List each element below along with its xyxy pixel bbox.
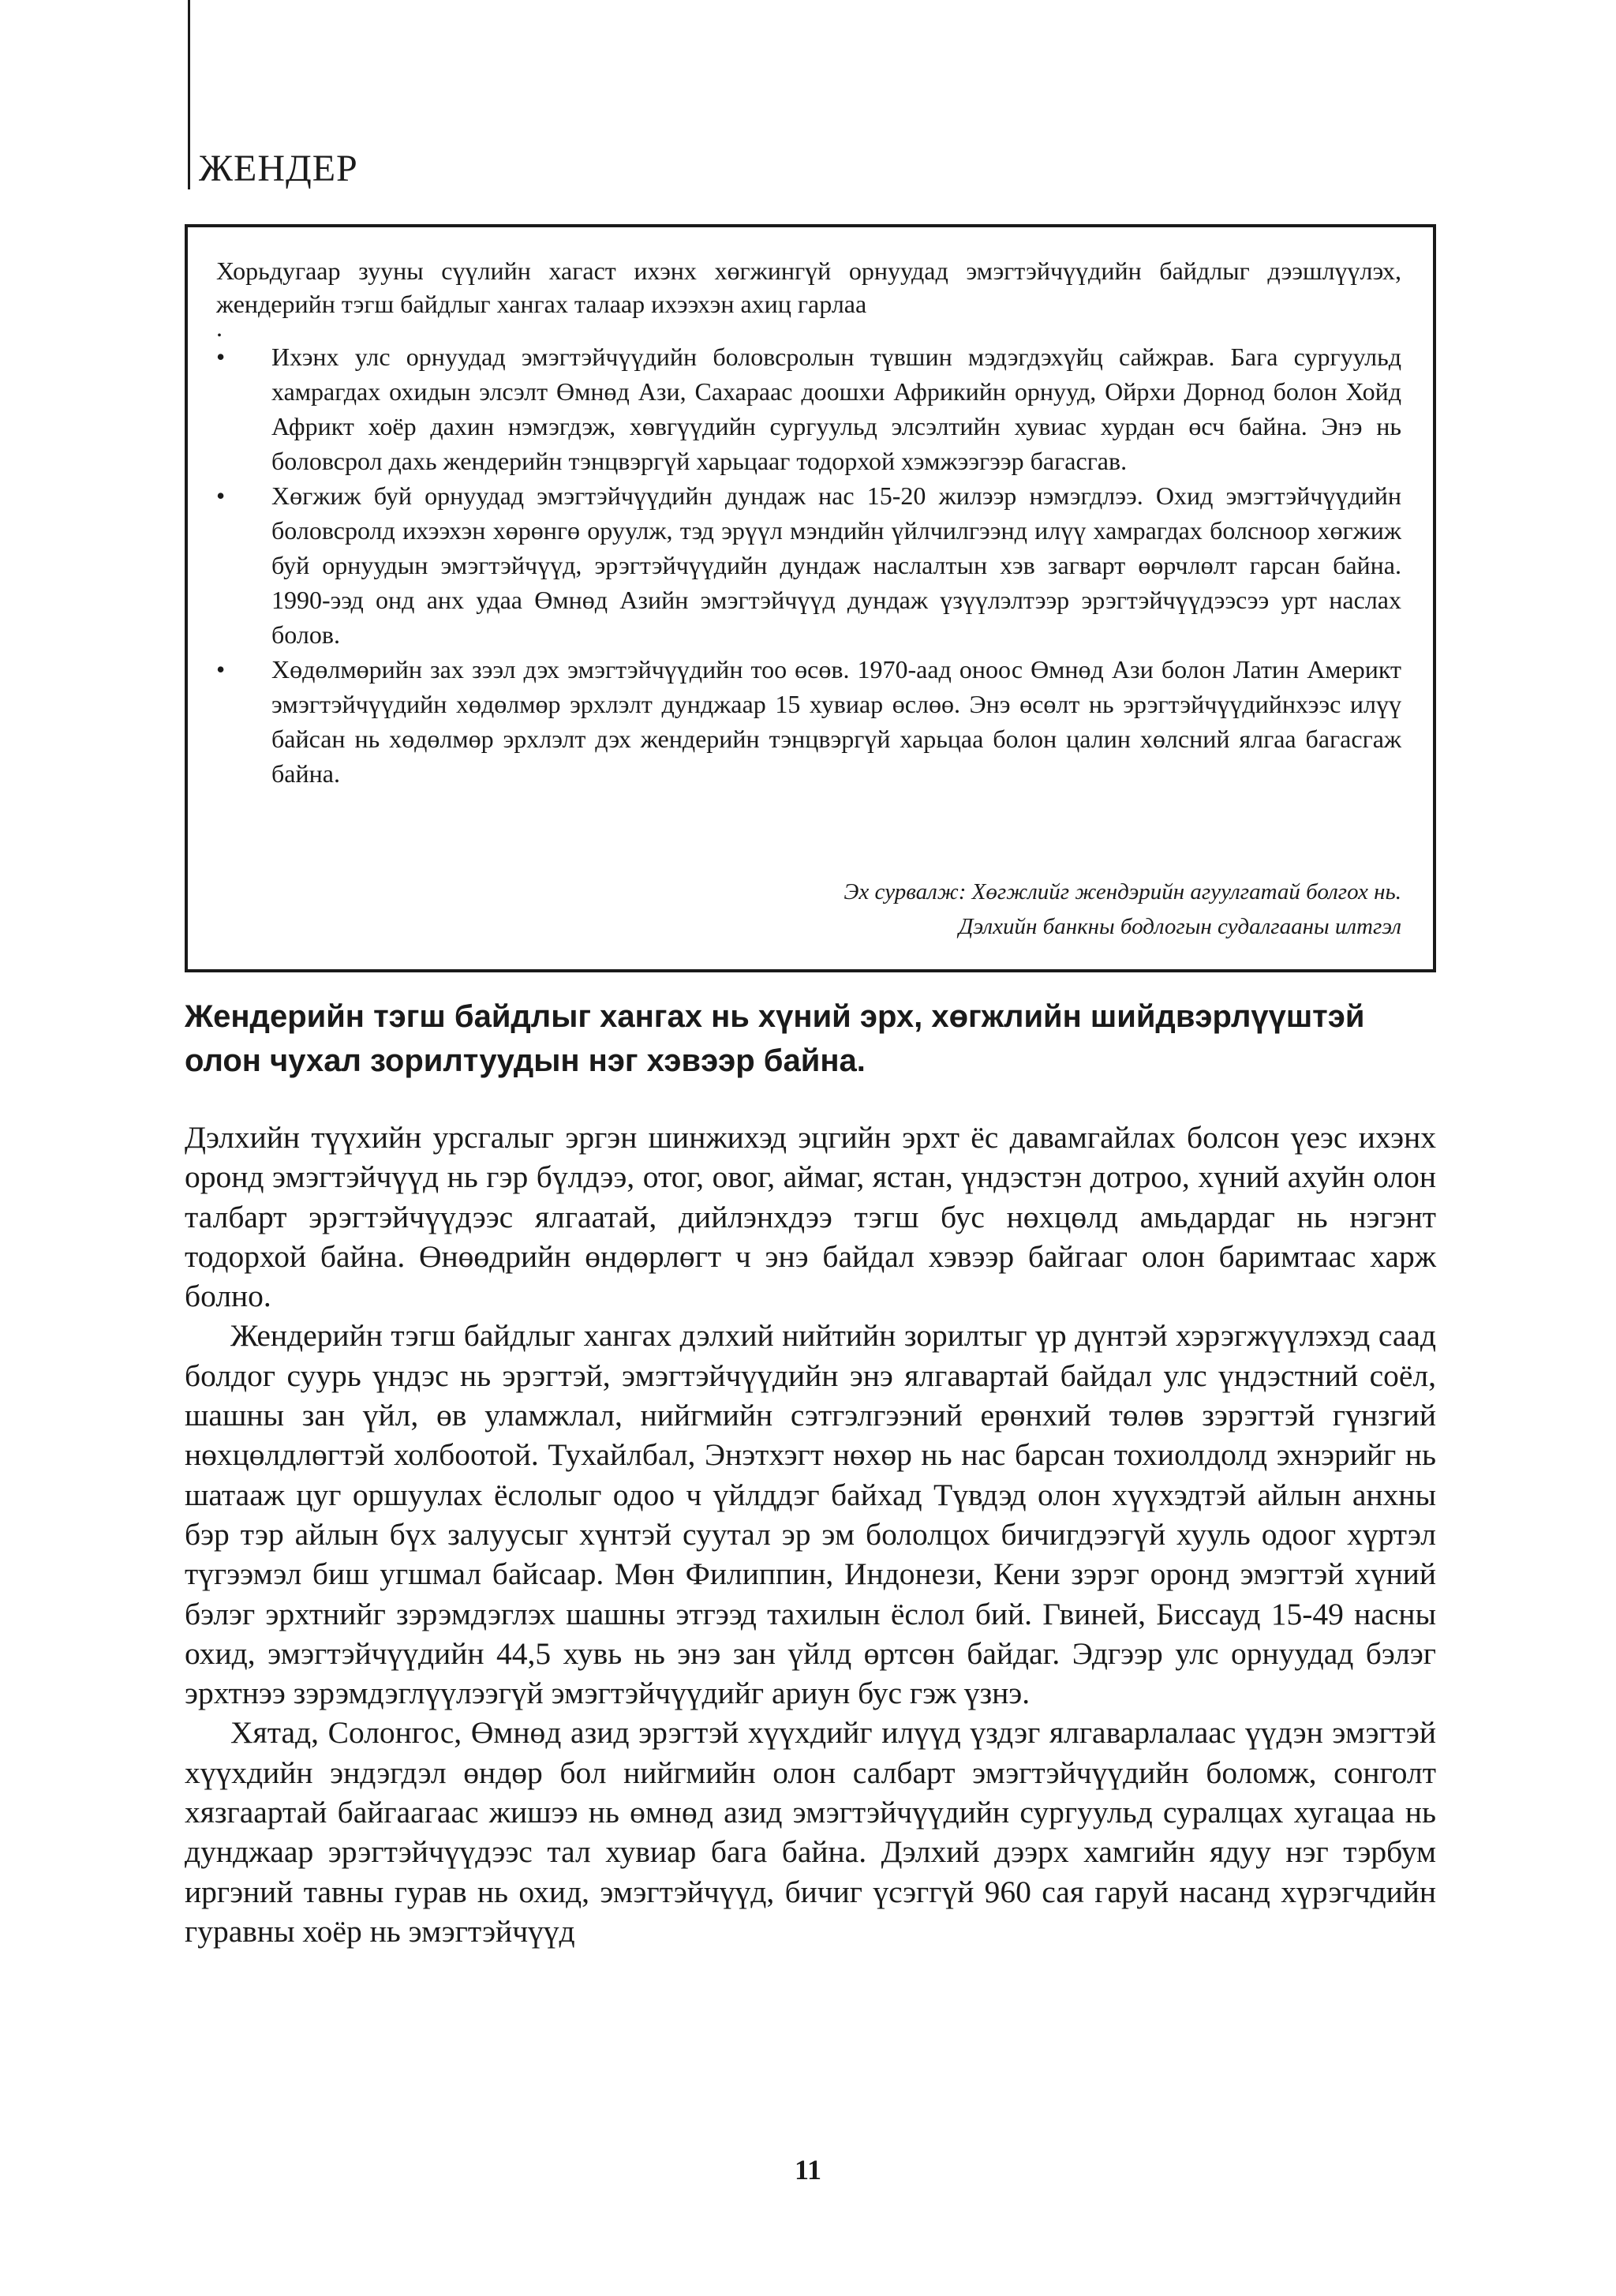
header-rule: [188, 0, 190, 189]
list-item: [216, 339, 1401, 478]
info-box: [185, 224, 1436, 972]
bullet-icon: •: [216, 343, 226, 371]
list-item: [216, 652, 1401, 791]
box-stray-dot: .: [216, 313, 223, 342]
bullet-text: Ихэнх улс орнуудад эмэгтэйчүүдийн боловсролын түвшин мэдэгдэхүйц сайжрав. Бага сургуульд хамрагдах охидын элсэлт Өмнөд Ази, Сахараас доошхи Африкийн орнууд, Ойрхи Дорнод болон Хойд Африкт хоёр дахин нэмэгдэж, хөвгүүдийн сургуульд элсэлтийн хувиас хурдан өсч байна. Энэ нь боловсрол дахь жендерийн тэнцвэргүй харьцааг тодорхой хэмжээгээр багасгав.: [271, 343, 1401, 475]
paragraph-1: Дэлхийн түүхийн урсгалыг эргэн шинжихэд эцгийн эрхт ёс давамгайлах болсон үеэс ихэнх оронд эмэгтэйчүүд нь гэр бүлдээ, отог, овог, аймаг, ястан, үндэстэн дотроо, хүний ахуйн олон талбарт эрэгтэйчүүдээс ялгаатай, дийлэнхдээ тэгш бус нөхцөлд амьдардаг нь нэгэнт тодорхой байна. Өнөөдрийн өндөрлөгт ч энэ байдал хэвээр байгааг олон баримтаас харж болно.: [185, 1120, 1436, 1314]
box-intro: Хорьдугаар зууны сүүлийн хагаст ихэнх хөгжингүй орнуудад эмэгтэйчүүдийн байдлыг дээшлүүлэх, жендерийн тэгш байдлыг хангах талаар ихээхэн ахиц гарлаа: [216, 257, 1401, 318]
bullet-text: Хөгжиж буй орнуудад эмэгтэйчүүдийн дундаж нас 15-20 жилээр нэмэгдлээ. Охид эмэгтэйчүүдийн боловсролд ихээхэн хөрөнгө оруулж, тэд эрүүл мэндийн үйлчилгээнд илүү хамрагдах болсноор хөгжиж буй орнуудын эмэгтэйчүүд, эрэгтэйчүүдийн дундаж наслалтын хэв загварт өөрчлөлт гарсан байна. 1990-ээд онд анх удаа Өмнөд Азийн эмэгтэйчүүд дундаж үзүүлэлтээр эрэгтэйчүүдээсээ урт наслах болов.: [271, 481, 1401, 649]
bullet-text: Хөдөлмөрийн зах зээл дэх эмэгтэйчүүдийн тоо өсөв. 1970-аад оноос Өмнөд Ази болон Латин Америкт эмэгтэйчүүдийн хөдөлмөр эрхлэлт дунджаар 15 хувиар өслөө. Энэ өсөлт нь эрэгтэйчүүдийнхээс илүү байсан нь хөдөлмөр эрхлэлт дэх жендерийн тэнцвэргүй харьцаа болон цалин хөлсний ялгаа багасгаж байна.: [271, 655, 1401, 788]
bullet-icon: •: [216, 655, 226, 684]
page-number: 11: [794, 2154, 821, 2186]
lead-statement: Жендерийн тэгш байдлыг хангах нь хүний эрх, хөгжлийн шийдвэрлүүштэй олон чухал зорилтуудын нэг хэвээр байна.: [185, 999, 1365, 1078]
body-text: [185, 1118, 1436, 1951]
source-citation: [844, 875, 1401, 944]
bullet-icon: •: [216, 481, 226, 510]
source-line-1: Эх сурвалж: Хөгжлийг жендэрийн агуулгатай болгох нь.: [844, 879, 1401, 905]
source-line-2: Дэлхийн банкны бодлогын судалгааны илтгэл: [958, 914, 1401, 939]
running-header-title: ЖЕНДЕР: [199, 148, 358, 189]
list-item: [216, 478, 1401, 652]
paragraph-3: Хятад, Солонгос, Өмнөд азид эрэгтэй хүүхдийг илүүд үздэг ялгаварлалаас үүдэн эмэгтэй хүүхдийн эндэгдэл өндөр бол нийгмийн олон салбарт эмэгтэйчүүдийн боломж, сонголт хязгаартай байгаагаас жишээ нь өмнөд азид эмэгтэйчүүдийн сургуульд суралцах хугацаа нь дунджаар эрэгтэйчүүдээс тал хувиар бага байна. Дэлхий дээрх хамгийн ядуу нэг тэрбум иргэний тавны гурав нь охид, эмэгтэйчүүд, бичиг үсэггүй 960 сая гаруй насанд хүрэгчдийн гуравны хоёр нь эмэгтэйчүүд: [185, 1715, 1436, 1949]
box-bullet-list: [216, 339, 1401, 791]
paragraph-2: Жендерийн тэгш байдлыг хангах дэлхий нийтийн зорилтыг үр дүнтэй хэрэгжүүлэхэд саад болдог суурь үндэс нь эрэгтэй, эмэгтэйчүүдийн энэ ялгавартай байдал улс үндэстний соёл, шашны зан үйл, өв уламжлал, нийгмийн сэтгэлгээний ерөнхий төлөв зэрэгтэй гүнзгий нөхцөлдлөгтэй холбоотой. Тухайлбал, Энэтхэгт нөхөр нь нас барсан тохиолдолд эхнэрийг нь шатааж цуг оршуулах ёслолыг одоо ч үйлддэг байхад Түвдэд олон хүүхэдтэй айлын анхны бэр тэр айлын бүх залуусыг хүнтэй суутал эр эм бололцох бичигдээгүй хууль одоог хүртэл түгээмэл биш угшмал байсаар. Мөн Филиппин, Индонези, Кени зэрэг оронд эмэгтэй хүний бэлэг эрхтнийг зэрэмдэглэх шашны этгээд тахилын ёслол бий. Гвиней, Биссауд 15-49 насны охид, эмэгтэйчүүдийн 44,5 хувь нь энэ зан үйлд өртсөн байдаг. Эдгээр улс орнуудад бэлэг эрхтнээ зэрэмдэглүүлээгүй эмэгтэйчүүдийг ариун бус гэж үзнэ.: [185, 1318, 1436, 1711]
